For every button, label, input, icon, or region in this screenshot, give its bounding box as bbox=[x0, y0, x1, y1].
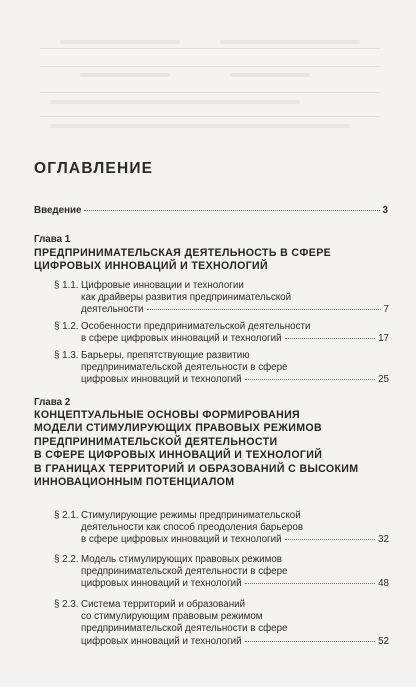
toc-entry-intro[interactable] bbox=[34, 205, 388, 217]
section-title-line: предпринимательской деятельности в сфере bbox=[81, 362, 288, 374]
section-title-line: со стимулирующим правовым режимом bbox=[81, 611, 263, 623]
section-title-line: деятельности bbox=[81, 304, 144, 316]
chapter-title-line: ПРЕДПРИНИМАТЕЛЬСКОЙ ДЕЯТЕЛЬНОСТИ bbox=[34, 435, 278, 448]
chapter-title-line: В ГРАНИЦАХ ТЕРРИТОРИЙ И ОБРАЗОВАНИЙ С ВЫСОКИМ bbox=[34, 462, 359, 475]
toc-entry-label: Введение bbox=[34, 205, 82, 216]
section-title-line: как драйверы развития предпринимательской bbox=[81, 292, 292, 304]
dot-leader bbox=[245, 641, 375, 642]
page-number: 3 bbox=[382, 205, 388, 216]
chapter-title-line: КОНЦЕПТУАЛЬНЫЕ ОСНОВЫ ФОРМИРОВАНИЯ bbox=[34, 409, 301, 421]
page-number: 17 bbox=[378, 333, 389, 345]
chapter-1-label: Глава 1 bbox=[34, 234, 71, 245]
section-title-line: цифровых инноваций и технологий bbox=[81, 578, 242, 590]
dot-leader bbox=[245, 583, 375, 584]
section-title-line: Цифровые инновации и технологии bbox=[81, 280, 244, 291]
toc-section-1-2[interactable] bbox=[54, 321, 389, 345]
section-number: § 2.2. bbox=[54, 554, 79, 565]
section-title-line: цифровых инноваций и технологий bbox=[81, 374, 242, 386]
page-title: ОГЛАВЛЕНИЕ bbox=[34, 160, 154, 177]
chapter-title-line: ЦИФРОВЫХ ИННОВАЦИЙ И ТЕХНОЛОГИЙ bbox=[34, 260, 268, 273]
section-number: § 2.3. bbox=[54, 599, 79, 610]
page-number: 7 bbox=[383, 304, 389, 316]
section-title-line: Система территорий и образований bbox=[81, 599, 246, 610]
bleed-through-background bbox=[0, 0, 416, 140]
page-number: 52 bbox=[378, 635, 389, 647]
page-number: 25 bbox=[378, 374, 389, 386]
section-title-line: Стимулирующие режимы предпринимательской bbox=[81, 510, 301, 521]
section-title-line: в сфере цифровых инноваций и технологий bbox=[81, 534, 282, 546]
section-title-line: предпринимательской деятельности в сфере bbox=[81, 623, 288, 635]
page-number: 32 bbox=[378, 534, 389, 546]
section-title-line: Барьеры, препятствующие развитию bbox=[81, 350, 250, 361]
section-title-line: в сфере цифровых инноваций и технологий bbox=[81, 333, 282, 345]
dot-leader bbox=[84, 210, 379, 211]
section-title-line: Особенности предпринимательской деятельности bbox=[81, 321, 311, 332]
dot-leader bbox=[285, 539, 376, 540]
section-title-line: Модель стимулирующих правовых режимов bbox=[81, 554, 283, 565]
section-number: § 1.2. bbox=[54, 321, 79, 332]
chapter-title-line: ИННОВАЦИОННЫМ ПОТЕНЦИАЛОМ bbox=[34, 476, 235, 489]
toc-section-2-2[interactable] bbox=[54, 554, 389, 591]
chapter-title-line: ПРЕДПРИНИМАТЕЛЬСКАЯ ДЕЯТЕЛЬНОСТЬ В СФЕРЕ bbox=[34, 247, 332, 259]
toc-section-1-3[interactable] bbox=[54, 350, 389, 387]
section-title-line: цифровых инноваций и технологий bbox=[81, 635, 242, 647]
chapter-2-label: Глава 2 bbox=[34, 397, 71, 408]
chapter-1-title[interactable] bbox=[34, 247, 404, 274]
section-number: § 1.3. bbox=[54, 350, 79, 361]
toc-section-2-1[interactable] bbox=[54, 510, 389, 547]
section-title-line: предпринимательской деятельности в сфере bbox=[81, 566, 288, 578]
section-number: § 2.1. bbox=[54, 510, 79, 521]
dot-leader bbox=[147, 309, 381, 310]
dot-leader bbox=[245, 379, 375, 380]
chapter-title-line: МОДЕЛИ СТИМУЛИРУЮЩИХ ПРАВОВЫХ РЕЖИМОВ bbox=[34, 422, 322, 435]
toc-section-2-3[interactable] bbox=[54, 599, 389, 648]
chapter-2-title[interactable] bbox=[34, 409, 404, 489]
section-title-line: деятельности как способ преодоления барьеров bbox=[81, 522, 304, 534]
section-number: § 1.1. bbox=[54, 280, 79, 291]
page-number: 48 bbox=[378, 578, 389, 590]
chapter-title-line: В СФЕРЕ ЦИФРОВЫХ ИННОВАЦИЙ И ТЕХНОЛОГИЙ bbox=[34, 449, 323, 462]
toc-section-1-1[interactable] bbox=[54, 280, 389, 317]
dot-leader bbox=[285, 338, 376, 339]
